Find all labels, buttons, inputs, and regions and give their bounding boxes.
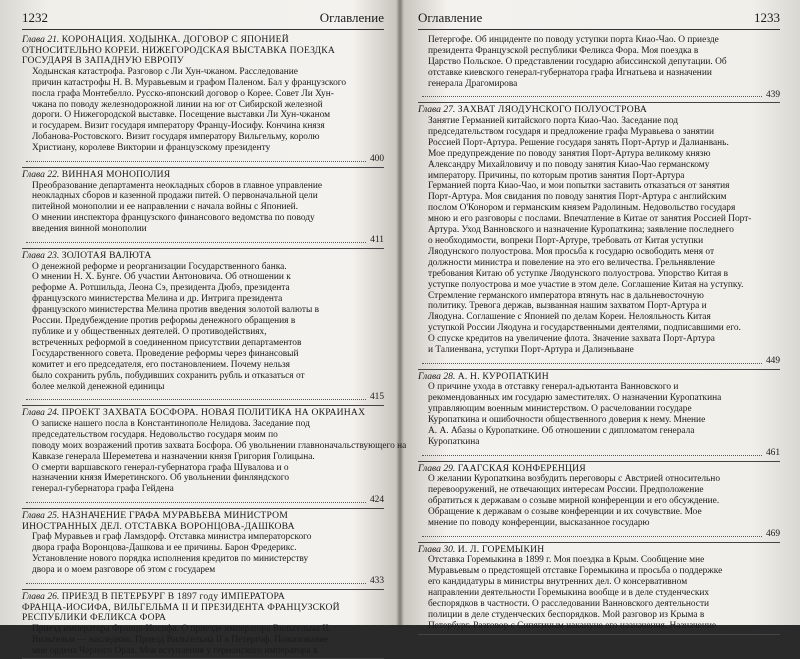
chapter-entry bbox=[22, 406, 407, 509]
summary-line: Государственного совета. Проведение реформы через финансовый bbox=[32, 348, 299, 359]
page-reference-number: 439 bbox=[765, 89, 780, 100]
summary-line: мною и его разговоры с послами. Впечатление в Китае от занятия Россией Порт- bbox=[428, 214, 752, 225]
summary-line: Муравьевым о предстоящей отставке Горемыкина и просьба о поддержке bbox=[428, 566, 723, 577]
summary-line: А. А. Абазы о Куропаткине. Об отношении с дипломатом генерала bbox=[428, 426, 695, 437]
summary-line: генерал-губернатора графа Гейдена bbox=[32, 484, 174, 495]
summary-line: Артура. Уход Ванновского и назначение Куропаткина; заявление последнего bbox=[428, 225, 734, 236]
chapter-entry bbox=[418, 103, 780, 369]
summary-line: императору. Причины, по которым против занятия Порт-Артура bbox=[428, 170, 685, 181]
chapter-label: Глава 28. bbox=[418, 370, 458, 382]
chapter-summary bbox=[22, 67, 384, 154]
summary-line: его кандидатуры в министры внутренних дел. О консервативном bbox=[428, 577, 688, 588]
summary-line: О мнении инспектора французского финансового ведомства по поводу bbox=[32, 213, 315, 224]
chapter-title-text: ВИННАЯ МОНОПОЛИЯ bbox=[61, 168, 171, 180]
chapter-entry bbox=[22, 33, 384, 168]
page-reference bbox=[22, 392, 384, 403]
chapter-summary bbox=[418, 555, 780, 631]
summary-line: и государем. Визит государя императору Францу-Иосифу. Кончина князя bbox=[32, 121, 325, 132]
summary-line: О мнении Н. Х. Бунге. Об участии Антоновича. Об отношении к bbox=[32, 272, 291, 283]
chapter-label: Глава 27. bbox=[418, 104, 458, 116]
chapter-title bbox=[22, 592, 384, 624]
summary-line: уступкой России Ляодуна и государственными деятелями, подписавшими его. bbox=[428, 323, 741, 334]
summary-line: и Талиенвана, уступки Порт-Артура и Далиэньване bbox=[428, 345, 634, 356]
chapter-title bbox=[22, 511, 384, 532]
chapter-list bbox=[418, 103, 780, 634]
chapter-title-line bbox=[22, 170, 384, 181]
summary-line: Куропаткина и ошибочности общественного доверия к нему. Мнение bbox=[428, 415, 706, 426]
page-reference bbox=[418, 356, 780, 367]
summary-line: России. Предубеждение против реформы денежного обращения в bbox=[32, 316, 296, 327]
summary-line: публике и у общественных деятелей. О противодействиях, bbox=[32, 327, 267, 337]
chapter-label: Глава 24. bbox=[22, 407, 62, 419]
chapter-entry bbox=[418, 462, 780, 543]
leader-dots bbox=[26, 576, 366, 584]
chapter-title bbox=[418, 545, 780, 556]
chapter-title-text: НАЗНАЧЕНИЕ ГРАФА МУРАВЬЕВА МИНИСТРОМ bbox=[61, 510, 288, 522]
chapter-title-text: ГААГСКАЯ КОНФЕРЕНЦИЯ bbox=[457, 462, 586, 474]
chapter-title-line bbox=[418, 464, 780, 475]
leader-dots bbox=[422, 448, 762, 456]
chapter-title-line bbox=[22, 251, 384, 262]
chapter-summary bbox=[22, 624, 384, 657]
summary-line: чжана по поводу железнодорожной линии на юг от Сибирской железной bbox=[32, 99, 323, 110]
summary-line: Занятие Германией китайского порта Киао-Чао. Заседание под bbox=[428, 116, 679, 127]
summary-line: генерала Драгомирова bbox=[428, 78, 518, 89]
summary-line: Мое предупреждение по поводу занятия Порт-Артура великому князю bbox=[428, 148, 711, 159]
summary-line: отставке киевского генерал-губернатора графа Игнатьева и назначении bbox=[428, 67, 712, 78]
page-number: 1233 bbox=[754, 10, 780, 25]
page-reference-number: 469 bbox=[765, 528, 780, 539]
summary-line: двора и о моем разговоре об этом с государем bbox=[32, 565, 216, 576]
summary-line: перевооружений, не отвечающих интересам России. Предположение bbox=[428, 485, 704, 496]
chapter-title-text: ОТНОСИТЕЛЬНО КОРЕИ. НИЖЕГОРОДСКАЯ ВЫСТАВКА ПОЕЗДКА bbox=[22, 44, 336, 56]
summary-line: уступке полуострова и мое участие в этом деле. Соглашение Китая на уступку. bbox=[428, 279, 744, 290]
page-reference-number: 424 bbox=[369, 495, 384, 506]
chapter-title-text: А. Н. КУРОПАТКИН bbox=[457, 370, 549, 382]
chapter-title bbox=[22, 251, 384, 262]
leader-dots bbox=[26, 495, 366, 503]
page-reference-number: 449 bbox=[765, 355, 780, 366]
summary-line: рекомендованных им государю заместителях. О назначении Куропаткина bbox=[428, 393, 722, 404]
chapter-title-text: ГОСУДАРЯ В ЗАПАДНУЮ ЕВРОПУ bbox=[22, 55, 184, 67]
summary-line: О спуске кредитов на увеличение флота. Значение захвата Порт-Артура bbox=[428, 334, 715, 345]
summary-line: О денежной реформе и реорганизации Государственного банка. bbox=[32, 261, 287, 272]
summary-line: Александру Михайловичу и по поводу занятия Киао-Чао германскому bbox=[428, 159, 710, 170]
summary-line: политику. Тревога держав, вызванная нашим захватом Порт-Артура и bbox=[428, 301, 707, 312]
summary-line: послом О'Конором и германским князем Радолиным. Недовольство государя bbox=[428, 203, 736, 214]
chapter-continuation bbox=[418, 33, 780, 103]
page-reference-number: 461 bbox=[765, 447, 780, 458]
chapter-title-text: ПРОЕКТ ЗАХВАТА БОСФОРА. НОВАЯ ПОЛИТИКА НА ОКРАИНАХ bbox=[61, 407, 366, 419]
summary-line: комитет и его председателя, его постановлением. Почему нельзя bbox=[32, 359, 290, 370]
summary-line: Ляодуна. Соглашение с Японией по делам Кореи. Нелояльность Китая bbox=[428, 312, 711, 323]
summary-line: полиции в деле студенческих беспорядков. Мой разговор из Крыма в bbox=[428, 609, 705, 620]
chapter-title-text: И. Л. ГОРЕМЫКИН bbox=[457, 543, 545, 555]
summary-line: французского министерства Мелина против введения золотой валюты в bbox=[32, 305, 320, 316]
summary-line: Установление нового порядка исполнения кредитов по министерству bbox=[32, 554, 309, 565]
chapter-summary bbox=[22, 181, 384, 236]
summary-line: Петергофе. Об инциденте по поводу уступки порта Киао-Чао. О приезде bbox=[428, 35, 719, 45]
summary-line: мнение по поводу конференции, высказанное государю bbox=[428, 518, 650, 529]
page-reference-number: 411 bbox=[370, 235, 384, 246]
summary-line: направлении деятельности Горемыкина вообще и в деле студенческих bbox=[428, 588, 710, 599]
chapter-title-line bbox=[418, 545, 780, 556]
left-page bbox=[22, 10, 407, 656]
chapter-label: Глава 22. bbox=[22, 168, 62, 180]
chapter-list bbox=[22, 33, 407, 659]
summary-line: о необходимости, вопреки Порт-Артуре, требовать от Китая уступки bbox=[428, 236, 704, 246]
summary-line: Петербург. Разговор с Сипягиным накануне его назначения. Назначение bbox=[428, 620, 717, 631]
summary-line: Христиану, королеве Виктории и французскому президенту bbox=[32, 143, 271, 154]
page-reference bbox=[418, 90, 780, 101]
summary-line: посла графа Монтебелло. Русско-японский договор о Корее. Совет Ли Хун- bbox=[32, 88, 334, 99]
chapter-summary bbox=[418, 474, 780, 529]
summary-line: Ляодунского полуострова. Моя просьба к государю освободить меня от bbox=[428, 246, 715, 257]
summary-line: французского министерства Мелина и др. Интрига президента bbox=[32, 294, 283, 305]
chapter-label: Глава 25. bbox=[22, 510, 62, 522]
summary-line: О записке нашего посла в Константинополе Нелидова. Заседание под bbox=[32, 418, 310, 429]
summary-line: президента Французской республики Феликса Фора. Моя поездка в bbox=[428, 45, 699, 56]
chapter-title-line bbox=[418, 372, 780, 383]
summary-line: О причине ухода в отставку генерал-адъютанта Ванновского и bbox=[428, 382, 679, 393]
chapter-summary bbox=[22, 532, 384, 576]
page-reference-number: 433 bbox=[369, 576, 384, 586]
summary-line: Куропаткина bbox=[428, 437, 480, 447]
chapter-entry bbox=[418, 543, 780, 635]
chapter-title bbox=[22, 170, 384, 181]
summary-line: председательством государя. Недовольство государя моим по bbox=[32, 429, 278, 440]
chapter-title-text: ИНОСТРАННЫХ ДЕЛ. ОТСТАВКА ВОРОНЦОВА-ДАШКОВА bbox=[22, 520, 295, 532]
running-head-title: Оглавление bbox=[418, 10, 483, 25]
chapter-summary bbox=[418, 382, 780, 447]
page-reference bbox=[418, 448, 780, 459]
summary-line: требования Китаю об уступке Ляодунского полуострова. Упорство Китая в bbox=[428, 268, 729, 279]
summary-line: Обращение к державам о созыве конференции и их сочувствие. Мое bbox=[428, 507, 702, 518]
chapter-summary bbox=[418, 35, 780, 90]
chapter-entry bbox=[22, 509, 384, 590]
running-head bbox=[22, 10, 384, 30]
right-page bbox=[418, 10, 780, 631]
summary-line: Кавказе генерала Шереметева и назначении князя Григория Голицына. bbox=[32, 451, 315, 462]
page-reference-number: 415 bbox=[369, 392, 384, 403]
chapter-title-line bbox=[22, 613, 384, 624]
page-reference bbox=[22, 576, 384, 587]
page-reference-number: 400 bbox=[369, 154, 384, 165]
summary-line: Приезд императора Франца-Иосифа. О приезде императора Вильгельма II. bbox=[32, 623, 331, 634]
chapter-title-text: ЗОЛОТАЯ ВАЛЮТА bbox=[61, 249, 152, 261]
chapter-title-line bbox=[418, 105, 780, 116]
chapter-summary bbox=[418, 116, 780, 356]
summary-line: мне ордена Черного Орла. Моя вступления у германского императора в bbox=[32, 645, 318, 656]
summary-line: дороги. О Нижегородской выставке. Посещение выставки Ли Хун-чжаном bbox=[32, 110, 331, 121]
summary-line: Ходынская катастрофа. Разговор с Ли Хун-чжаном. Расследование bbox=[32, 66, 298, 77]
chapter-title bbox=[418, 372, 780, 383]
summary-line: Порт-Артура. Моя свидания по поводу занятия Порт-Артура с английским bbox=[428, 192, 727, 203]
chapter-title bbox=[418, 464, 780, 475]
summary-line: председательством государя и предложение графа Муравьева о занятии bbox=[428, 126, 715, 137]
page-reference bbox=[22, 235, 384, 246]
chapter-title-text: ЗАХВАТ ЛЯОДУНСКОГО ПОЛУОСТРОВА bbox=[457, 104, 648, 116]
summary-line: питейной монополии и ее направлении с начала войны с Японией. bbox=[32, 202, 299, 213]
chapter-entry bbox=[22, 168, 384, 249]
chapter-entry bbox=[418, 370, 780, 462]
summary-line: О желании Куропаткина возбудить переговоры с Австрией относительно bbox=[428, 474, 721, 485]
summary-line: управляющим военным министерством. О расчеловании государе bbox=[428, 404, 692, 415]
summary-line: О смерти варшавского генерал-губернатора графа Шувалова и о bbox=[32, 462, 289, 473]
leader-dots bbox=[26, 235, 366, 243]
summary-line: должности министра и повеление на это его величества. Грельнявление bbox=[428, 257, 715, 268]
summary-line: назначении князя Имеретинского. Об увольнении финляндского bbox=[32, 473, 290, 484]
summary-line: обратиться к державам о созыве мирной конференции и его обсуждение. bbox=[428, 496, 720, 507]
summary-line: двора графа Воронцова-Дашкова и ее причины. Барон Фредерикс. bbox=[32, 543, 297, 554]
summary-line: Граф Муравьев и граф Ламздорф. Отставка министра императорского bbox=[32, 532, 312, 543]
page-reference bbox=[22, 495, 384, 506]
chapter-label: Глава 26. bbox=[22, 590, 62, 602]
chapter-entry bbox=[22, 590, 384, 659]
chapter-title-line bbox=[22, 522, 384, 533]
running-head bbox=[418, 10, 780, 30]
chapter-summary bbox=[22, 262, 384, 393]
summary-line: было сохранить рубль, побудивших сохранить рубль и отказаться от bbox=[32, 370, 305, 381]
leader-dots bbox=[26, 392, 366, 400]
summary-line: введения винной монополии bbox=[32, 224, 147, 235]
summary-line: неокладных сборов и казенной продажи питей. О первоначальной цели bbox=[32, 191, 318, 202]
chapter-label: Глава 23. bbox=[22, 249, 62, 261]
summary-line: реформе А. Ротшильда, Леона Сэ, президента Дюбэ, президента bbox=[32, 283, 290, 294]
chapter-label: Глава 29. bbox=[418, 462, 458, 474]
summary-line: Царство Польское. О представлении государю абиссинской депутации. Об bbox=[428, 56, 727, 67]
chapter-label: Глава 30. bbox=[418, 543, 458, 555]
chapter-title-text: КОРОНАЦИЯ. ХОДЫНКА. ДОГОВОР С ЯПОНИЕЙ bbox=[61, 34, 289, 45]
summary-line: причин катастрофы Н. В. Муравьевым и графом Паленом. Бал у французского bbox=[32, 77, 347, 88]
summary-line: беспорядков в частности. О расследовании Ванновского деятельности bbox=[428, 599, 710, 610]
chapter-title-line bbox=[22, 408, 384, 419]
summary-line: Лобанова-Ростовского. Визит государя императору Вильгельму, королю bbox=[32, 132, 320, 143]
chapter-summary bbox=[22, 418, 407, 495]
chapter-label: Глава 21. bbox=[22, 34, 62, 45]
page-reference bbox=[22, 154, 384, 165]
summary-line: Вильгельм — наследник. Приезд Вильгельма II в Петергоф. Пожалование bbox=[32, 634, 329, 645]
chapter-entry bbox=[22, 249, 384, 406]
chapter-title-text: ФРАНЦА-ИОСИФА, ВИЛЬГЕЛЬМА II И ПРЕЗИДЕНТА ФРАНЦУЗСКОЙ bbox=[22, 601, 340, 613]
chapter-title bbox=[418, 105, 780, 116]
page-reference bbox=[418, 529, 780, 540]
summary-line: Стремление германского императора втянуть нас в дальневосточную bbox=[428, 290, 704, 301]
leader-dots bbox=[26, 154, 366, 162]
summary-line: поводу моих возражений против захвата Босфора. Об увольнении главноначальствующего на bbox=[32, 440, 407, 451]
summary-line: Россией Порт-Артура. Решение государя занять Порт-Артур и Далианвань. bbox=[428, 137, 729, 148]
chapter-title-text: РЕСПУБЛИКИ ФЕЛИКСА ФОРА bbox=[22, 612, 167, 624]
leader-dots bbox=[422, 356, 762, 364]
chapter-title-text: ПРИЕЗД В ПЕТЕРБУРГ В 1897 году ИМПЕРАТОРА bbox=[61, 590, 285, 602]
summary-line: Отставка Горемыкина в 1899 г. Моя поездка в Крым. Сообщение мне bbox=[428, 555, 705, 566]
running-head-title: Оглавление bbox=[319, 10, 384, 25]
summary-line: Преобразование департамента неокладных сборов в главное управление bbox=[32, 180, 323, 191]
leader-dots bbox=[422, 90, 762, 98]
chapter-title bbox=[22, 408, 384, 419]
summary-line: Германией порта Киао-Чао, и мои попытки заставить отказаться от занятия bbox=[428, 181, 730, 192]
summary-line: встреченных реформой в соединенном присутствии департаментов bbox=[32, 337, 302, 348]
leader-dots bbox=[422, 529, 762, 537]
page-number: 1232 bbox=[22, 10, 48, 25]
chapter-title bbox=[22, 35, 384, 67]
summary-line: более мелкой денежной единицы bbox=[32, 381, 165, 392]
chapter-title-line bbox=[22, 56, 384, 67]
